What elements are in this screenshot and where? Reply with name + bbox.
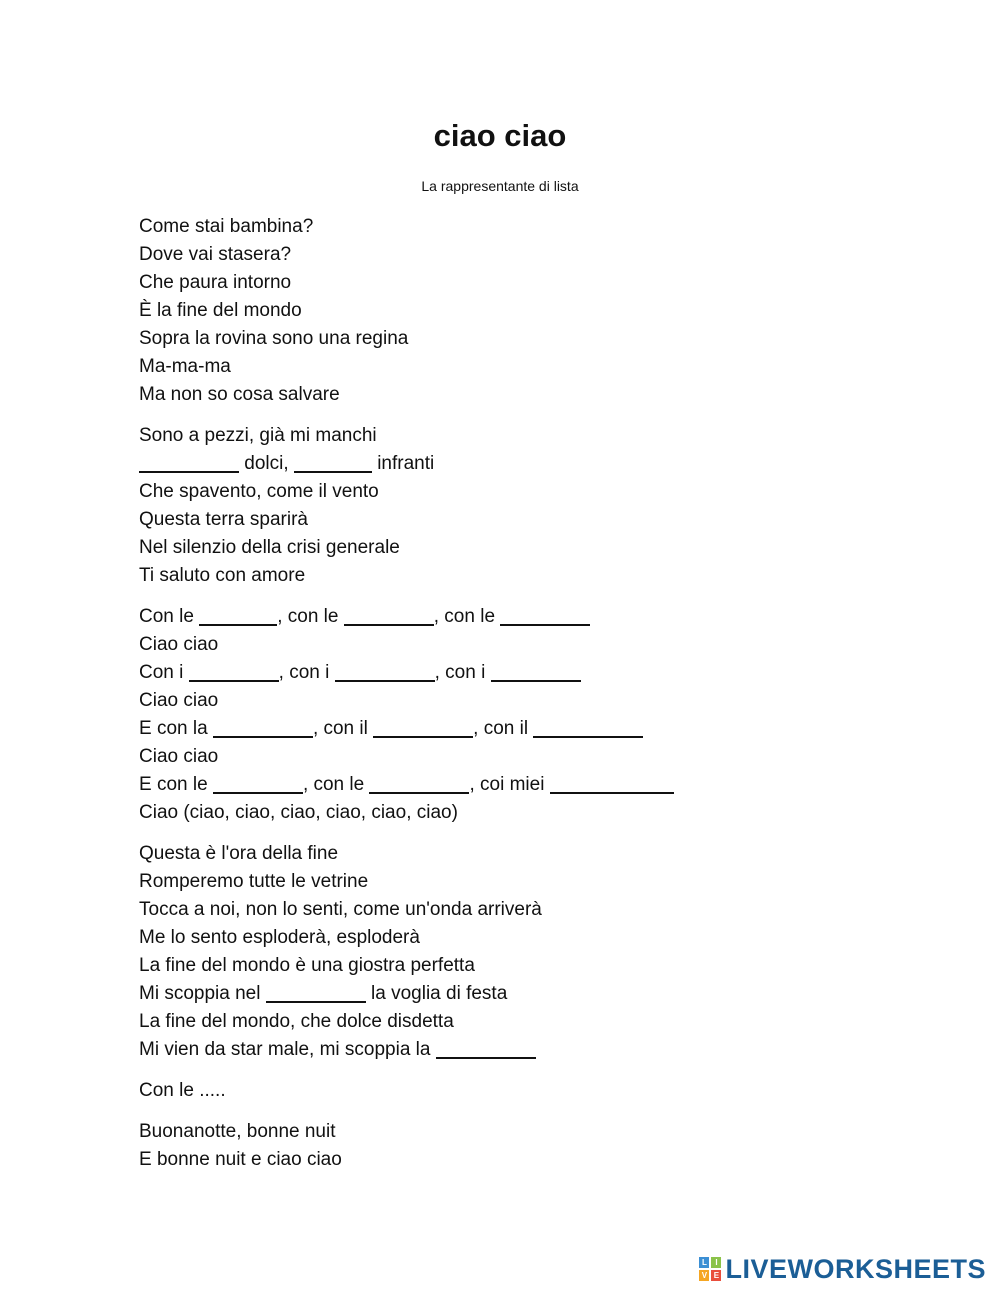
answer-blank[interactable] [550, 772, 674, 794]
lyric-fragment: , con i [278, 662, 330, 683]
lyric-fragment: , con le [277, 606, 339, 627]
answer-blank[interactable] [436, 1037, 536, 1059]
logo-text: LIVEWORKSHEETS [725, 1253, 986, 1284]
lyric-line: Me lo sento esploderà, esploderà [139, 927, 420, 948]
answer-blank[interactable] [189, 660, 279, 682]
lyric-fragment: Con i [139, 662, 184, 683]
lyric-line-fill [139, 715, 839, 743]
lyric-line: Sono a pezzi, già mi manchi [139, 425, 377, 446]
logo-tile: I [711, 1257, 721, 1268]
lyric-fragment: infranti [377, 453, 435, 474]
lyric-line: Tocca a noi, non lo senti, come un'onda arriverà [139, 899, 542, 920]
lyric-line: Questa terra sparirà [139, 509, 308, 530]
lyric-fragment: , con le [302, 774, 365, 795]
lyric-fragment: , con il [312, 718, 368, 739]
lyric-fragment: E con le [139, 774, 208, 795]
lyric-line-fill [139, 1036, 839, 1064]
lyric-line: Sopra la rovina sono una regina [139, 328, 409, 349]
stanza-2 [139, 422, 839, 590]
lyric-line: Romperemo tutte le vetrine [139, 871, 369, 892]
lyric-line: Ma-ma-ma [139, 356, 231, 377]
answer-blank[interactable] [294, 451, 372, 473]
stanza-3 [139, 840, 839, 1064]
stanza-chorus [139, 603, 839, 827]
lyric-line: Con le ..... [139, 1080, 226, 1101]
answer-blank[interactable] [500, 604, 590, 626]
lyric-fragment: , coi miei [469, 774, 545, 795]
song-artist: La rappresentante di lista [421, 178, 579, 194]
lyric-line: E bonne nuit e ciao ciao [139, 1149, 342, 1170]
lyric-line-fill [139, 771, 839, 799]
lyric-fragment: , con il [473, 718, 529, 739]
lyric-line: Ti saluto con amore [139, 565, 306, 586]
lyric-line-fill [139, 659, 839, 687]
lyric-fragment: Con le [139, 606, 194, 627]
answer-blank[interactable] [213, 716, 313, 738]
lyric-line: Che paura intorno [139, 272, 292, 293]
lyric-line: Come stai bambina? [139, 216, 314, 237]
lyric-line: Ciao (ciao, ciao, ciao, ciao, ciao, ciao) [139, 802, 458, 823]
stanza-chorus-repeat [139, 1077, 839, 1105]
lyric-line-fill [139, 603, 839, 631]
answer-blank[interactable] [373, 716, 473, 738]
lyric-line: Buonanotte, bonne nuit [139, 1121, 336, 1142]
lyric-fragment: , con i [434, 662, 486, 683]
lyric-line-fill [139, 980, 839, 1008]
worksheet-title: ciao ciao [433, 118, 567, 153]
answer-blank[interactable] [335, 660, 435, 682]
lyric-line: Questa è l'ora della fine [139, 843, 339, 864]
lyric-fragment: Mi scoppia nel [139, 983, 261, 1004]
stanza-outro [139, 1118, 839, 1174]
lyric-fragment: , con le [433, 606, 496, 627]
answer-blank[interactable] [369, 772, 469, 794]
lyric-fragment: la voglia di festa [371, 983, 508, 1004]
lyric-line: Ciao ciao [139, 690, 219, 711]
lyric-line: La fine del mondo è una giostra perfetta [139, 955, 475, 976]
lyric-line: È la fine del mondo [139, 300, 302, 321]
lyric-fragment: E con la [139, 718, 208, 739]
answer-blank[interactable] [344, 604, 434, 626]
answer-blank[interactable] [266, 981, 366, 1003]
stanza-1 [139, 213, 839, 409]
lyric-line: La fine del mondo, che dolce disdetta [139, 1011, 454, 1032]
logo-tile: E [711, 1270, 721, 1281]
answer-blank[interactable] [491, 660, 581, 682]
lyric-line: Ciao ciao [139, 634, 219, 655]
lyric-fragment: Mi vien da star male, mi scoppia la [139, 1039, 431, 1060]
lyric-line-fill [139, 450, 839, 478]
lyric-line: Ciao ciao [139, 746, 219, 767]
logo-tile: L [699, 1257, 709, 1268]
answer-blank[interactable] [213, 772, 303, 794]
lyrics-body [139, 213, 839, 1187]
lyric-line: Dove vai stasera? [139, 244, 292, 265]
lyric-line: Che spavento, come il vento [139, 481, 379, 502]
lyric-fragment: dolci, [244, 453, 289, 474]
answer-blank[interactable] [533, 716, 643, 738]
lyric-line: Ma non so cosa salvare [139, 384, 340, 405]
liveworksheets-logo[interactable] [699, 1254, 986, 1284]
answer-blank[interactable] [139, 451, 239, 473]
logo-tiles-icon [699, 1257, 721, 1281]
answer-blank[interactable] [199, 604, 277, 626]
lyric-line: Nel silenzio della crisi generale [139, 537, 400, 558]
logo-tile: V [699, 1270, 709, 1281]
